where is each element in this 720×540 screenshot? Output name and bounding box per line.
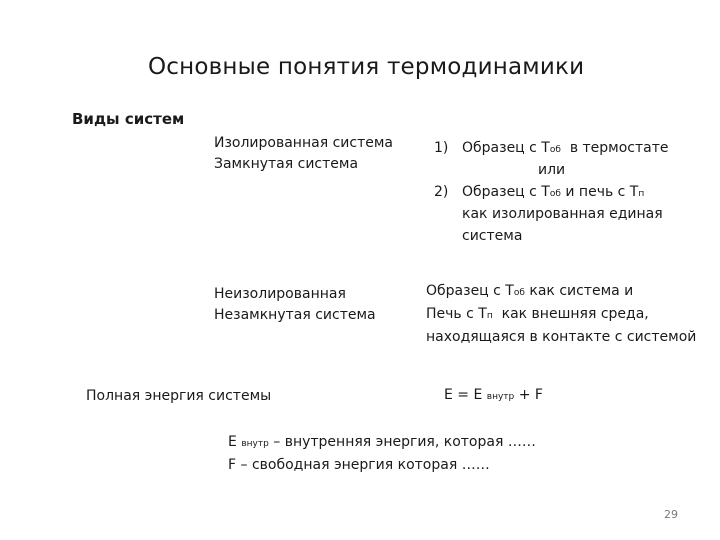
example-text: в термостате [569,140,669,156]
example-text: как внешняя среда, [501,306,649,322]
subscript: об [549,145,561,155]
example-text: Образец с T [462,140,550,156]
definition-internal-energy [228,432,536,455]
example-text: и печь с T [565,184,639,200]
formula-text: + F [518,387,543,403]
example-item-2 [434,182,644,205]
example-item-2-cont: как изолированная единая [462,206,663,222]
energy-label: Полная энергия системы [86,388,272,404]
example-item-1 [434,138,669,161]
example-text: как система и [529,283,634,299]
example-text: Образец с T [462,184,550,200]
energy-formula [444,387,543,403]
definitions-block [228,432,536,476]
nonisolated-example-line [426,304,696,327]
subscript: внутр [486,392,515,402]
symbol: E [228,434,237,450]
example-text: Печь с T [426,306,487,322]
example-text: Образец с T [426,283,514,299]
example-item-2-cont: система [462,228,523,244]
nonisolated-example [426,281,696,348]
definition-free-energy: F – свободная энергия которая …… [228,457,490,473]
closed-system-label: Замкнутая система [214,156,359,172]
page-number: 29 [664,508,678,521]
nonisolated-example-line: находящаяся в контакте с системой [426,329,697,345]
nonisolated-example-line [426,281,696,304]
slide-title: Основные понятия термодинамики [148,54,585,80]
definition-text: – внутренняя энергия, которая …… [273,434,536,450]
subscript: об [513,288,525,298]
isolated-system-label: Изолированная система [214,135,393,151]
open-system-label: Незамкнутая система [214,307,376,323]
section-heading: Виды систем [72,110,185,128]
isolated-system-block [214,133,393,175]
subscript: об [549,189,561,199]
nonisolated-system-block [214,284,376,326]
or-label: или [538,162,566,178]
nonisolated-system-label: Неизолированная [214,286,346,302]
list-number: 1) [434,140,449,156]
subscript: п [638,189,645,199]
subscript: внутр [241,439,269,449]
subscript: п [486,311,493,321]
list-number: 2) [434,184,449,200]
formula-text: E = E [444,387,483,403]
